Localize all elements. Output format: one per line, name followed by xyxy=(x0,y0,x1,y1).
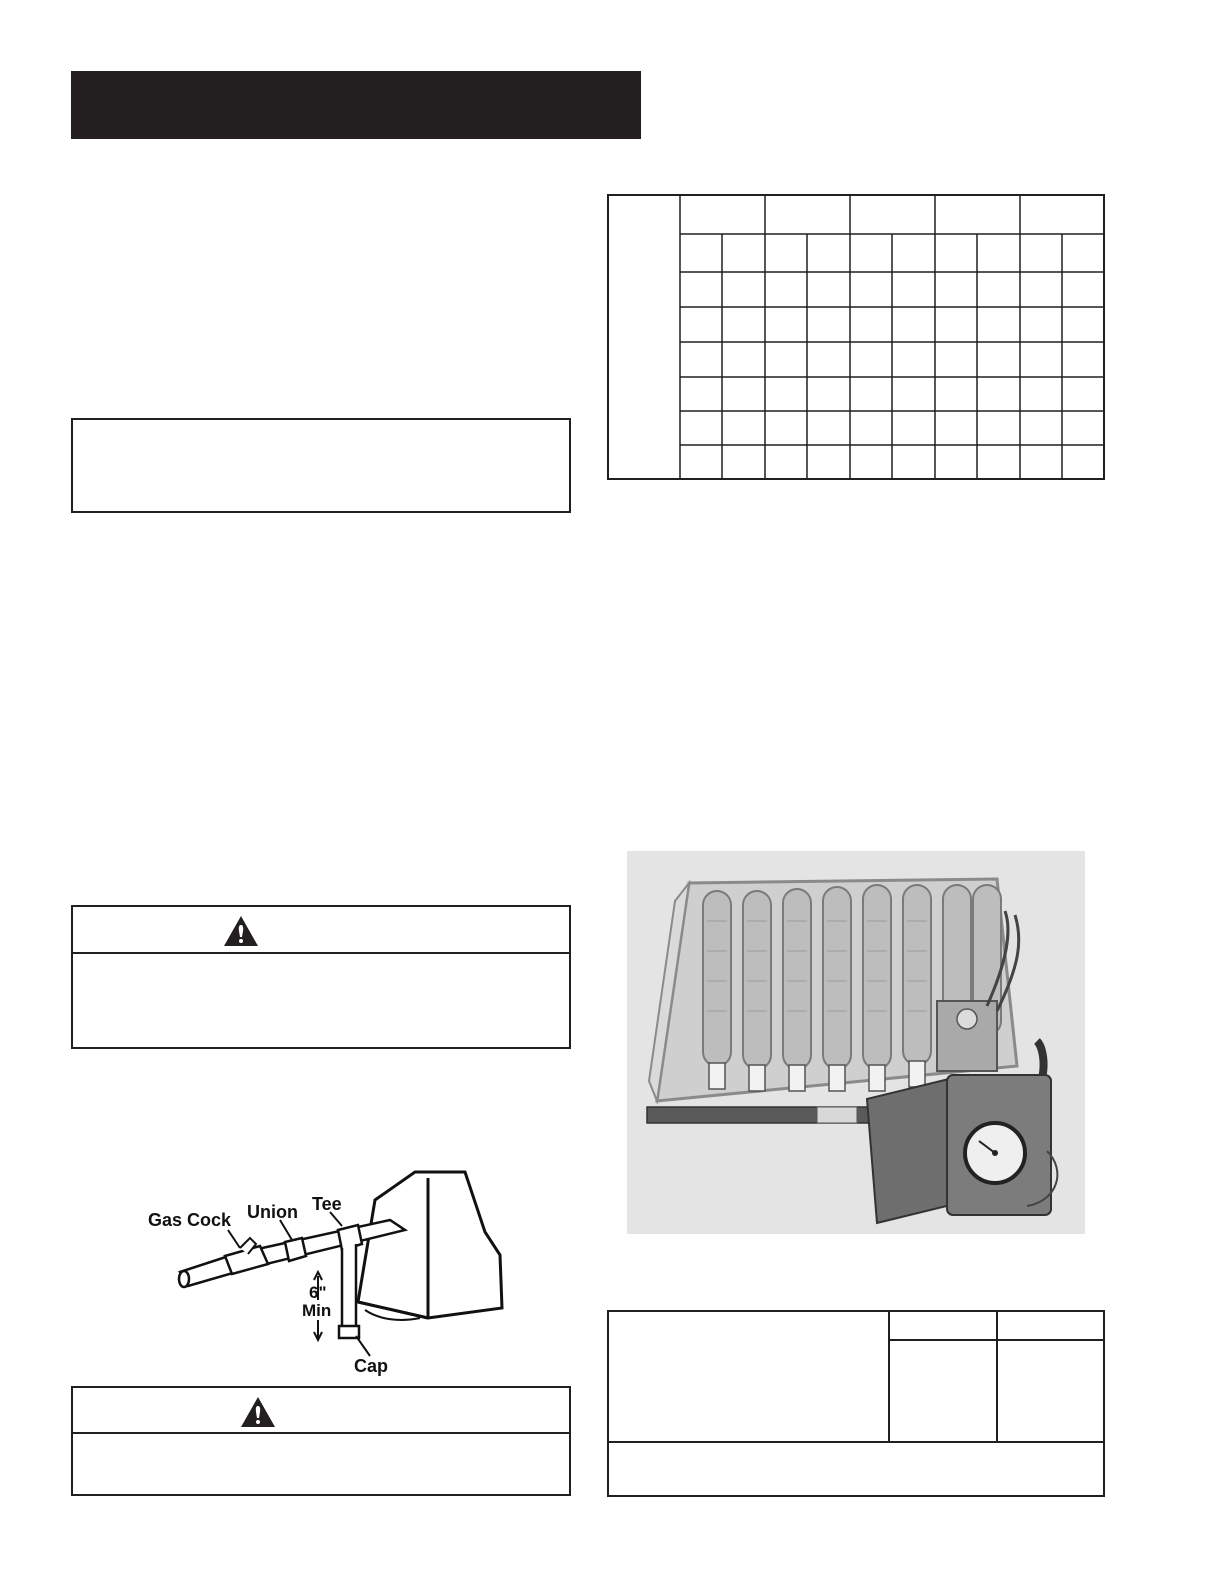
gas-piping-diagram xyxy=(140,1160,520,1380)
bottom-spec-grid-lines xyxy=(609,1312,1103,1495)
burner-assembly-photo xyxy=(627,851,1085,1234)
warning-box-1-header xyxy=(73,907,569,954)
spec-grid-lines xyxy=(609,196,1103,478)
section-header-bar xyxy=(71,71,641,139)
label-gas-cock: Gas Cock xyxy=(148,1210,232,1230)
warning-triangle-icon xyxy=(223,915,259,947)
label-cap: Cap xyxy=(354,1356,389,1376)
bottom-spec-table xyxy=(607,1310,1105,1497)
label-union: Union xyxy=(247,1202,298,1222)
warning-box-2-header xyxy=(73,1388,569,1434)
label-six-inch: 6" xyxy=(309,1283,327,1302)
warning-triangle-icon xyxy=(240,1396,276,1428)
label-min: Min xyxy=(302,1301,332,1320)
notice-box xyxy=(71,418,571,513)
warning-box-2 xyxy=(71,1386,571,1496)
pipe-end xyxy=(179,1271,189,1287)
label-tee: Tee xyxy=(312,1194,342,1214)
union xyxy=(285,1238,306,1261)
warning-box-1 xyxy=(71,905,571,1049)
spec-grid-table xyxy=(607,194,1105,480)
burner-assembly-image xyxy=(627,851,1085,1234)
appliance-outline xyxy=(358,1172,502,1318)
